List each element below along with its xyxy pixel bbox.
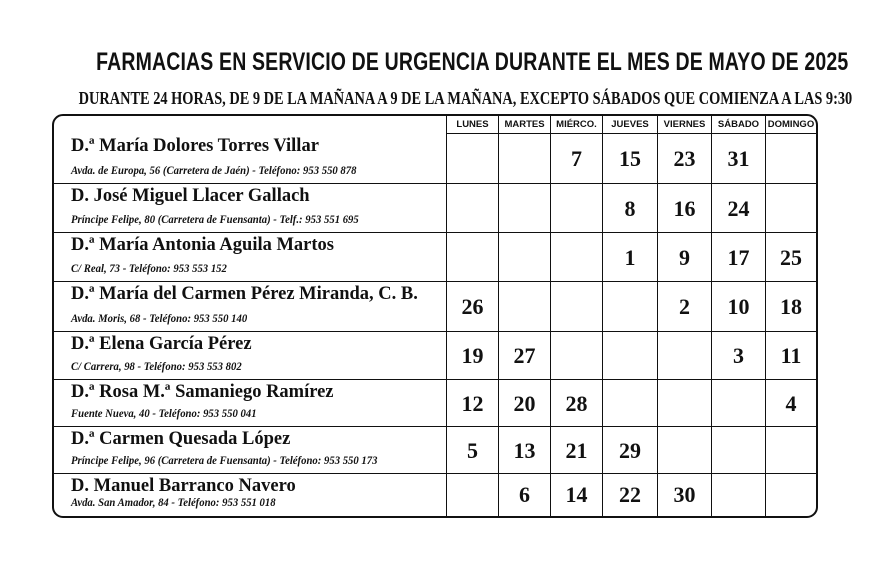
date-cell-domingo: 25 [765,233,816,282]
column-header-jueves: JUEVES [602,116,657,134]
column-header-domingo: DOMINGO [765,116,816,134]
date-cell-lunes [446,474,498,516]
date-cell-viernes [657,380,711,427]
date-cell-martes [498,282,550,332]
date-cell-lunes [446,134,498,184]
column-header-sabado: SÁBADO [711,116,765,134]
date-cell-jueves: 1 [602,233,657,282]
pharmacy-row [54,427,816,474]
date-cell-viernes: 16 [657,184,711,233]
pharmacy-info-cell [54,184,446,233]
pharmacy-info-cell [54,233,446,282]
pharmacy-info-cell [54,380,446,427]
page-subtitle: DURANTE 24 HORAS, DE 9 DE LA MAÑANA A 9 DE LA MAÑANA, EXCEPTO SÁBADOS QUE COMIENZA A LAS 9:30 [78,88,853,108]
pharmacy-info-cell [54,474,446,516]
date-cell-martes: 13 [498,427,550,474]
date-cell-domingo [765,427,816,474]
pharmacy-row [54,184,816,233]
date-cell-sabado [711,427,765,474]
date-cell-martes [498,233,550,282]
date-cell-domingo [765,474,816,516]
date-cell-sabado: 10 [711,282,765,332]
column-header-martes: MARTES [498,116,550,134]
pharmacy-address: Príncipe Felipe, 80 (Carretera de Fuensanta) - Telf.: 953 551 695 [71,214,359,226]
pharmacy-name: D.ª Elena García Pérez [71,334,252,354]
date-cell-miercoles [550,332,602,380]
date-cell-viernes [657,332,711,380]
date-cell-miercoles: 28 [550,380,602,427]
date-cell-jueves: 15 [602,134,657,184]
pharmacy-schedule-table [52,114,818,518]
date-cell-domingo [765,134,816,184]
date-cell-martes [498,184,550,233]
date-cell-domingo: 11 [765,332,816,380]
header-blank-cell [54,116,446,134]
date-cell-viernes: 30 [657,474,711,516]
date-cell-lunes: 12 [446,380,498,427]
column-header-viernes: VIERNES [657,116,711,134]
date-cell-domingo: 18 [765,282,816,332]
pharmacy-address: Príncipe Felipe, 96 (Carretera de Fuensanta) - Teléfono: 953 550 173 [71,455,378,467]
date-cell-lunes: 26 [446,282,498,332]
pharmacy-row [54,282,816,332]
date-cell-viernes: 2 [657,282,711,332]
pharmacy-row [54,380,816,427]
date-cell-viernes: 9 [657,233,711,282]
pharmacy-name: D.ª Carmen Quesada López [71,429,291,449]
date-cell-sabado: 17 [711,233,765,282]
pharmacy-address: Avda. Moris, 68 - Teléfono: 953 550 140 [71,313,248,325]
date-cell-jueves: 22 [602,474,657,516]
pharmacy-row [54,233,816,282]
pharmacy-name: D.ª María Antonia Aguila Martos [71,235,335,255]
date-cell-miercoles [550,184,602,233]
date-cell-sabado [711,380,765,427]
pharmacy-name: D.ª María Dolores Torres Villar [71,136,319,156]
pharmacy-row [54,134,816,184]
pharmacy-name: D. José Miguel Llacer Gallach [71,186,310,206]
date-cell-sabado: 3 [711,332,765,380]
date-cell-martes [498,134,550,184]
pharmacy-info-cell [54,134,446,184]
date-cell-martes: 20 [498,380,550,427]
date-cell-domingo [765,184,816,233]
date-cell-jueves: 29 [602,427,657,474]
pharmacy-address: C/ Real, 73 - Teléfono: 953 553 152 [71,263,227,275]
pharmacy-name: D. Manuel Barranco Navero [71,476,296,496]
date-cell-jueves [602,380,657,427]
date-cell-martes: 6 [498,474,550,516]
pharmacy-info-cell [54,427,446,474]
date-cell-sabado [711,474,765,516]
pharmacy-address: Avda. San Amador, 84 - Teléfono: 953 551 018 [71,497,276,509]
column-header-miercoles: MIÉRCO. [550,116,602,134]
pharmacy-address: Avda. de Europa, 56 (Carretera de Jaén) - Teléfono: 953 550 878 [71,165,357,177]
date-cell-miercoles: 21 [550,427,602,474]
date-cell-miercoles: 14 [550,474,602,516]
pharmacy-row [54,474,816,516]
page-title: FARMACIAS EN SERVICIO DE URGENCIA DURANTE EL MES DE MAYO DE 2025 [96,48,849,76]
pharmacy-info-cell [54,332,446,380]
date-cell-viernes: 23 [657,134,711,184]
date-cell-lunes: 19 [446,332,498,380]
pharmacy-address: C/ Carrera, 98 - Teléfono: 953 553 802 [71,361,242,373]
column-header-lunes: LUNES [446,116,498,134]
date-cell-miercoles: 7 [550,134,602,184]
pharmacy-name: D.ª Rosa M.ª Samaniego Ramírez [71,382,334,402]
date-cell-martes: 27 [498,332,550,380]
date-cell-domingo: 4 [765,380,816,427]
date-cell-jueves [602,282,657,332]
date-cell-jueves [602,332,657,380]
date-cell-viernes [657,427,711,474]
pharmacy-info-cell [54,282,446,332]
date-cell-lunes [446,184,498,233]
date-cell-sabado: 31 [711,134,765,184]
date-cell-sabado: 24 [711,184,765,233]
table-header-row [54,116,816,134]
date-cell-miercoles [550,233,602,282]
date-cell-miercoles [550,282,602,332]
date-cell-jueves: 8 [602,184,657,233]
pharmacy-name: D.ª María del Carmen Pérez Miranda, C. B. [71,284,418,304]
date-cell-lunes [446,233,498,282]
pharmacy-row [54,332,816,380]
date-cell-lunes: 5 [446,427,498,474]
pharmacy-address: Fuente Nueva, 40 - Teléfono: 953 550 041 [71,408,257,420]
